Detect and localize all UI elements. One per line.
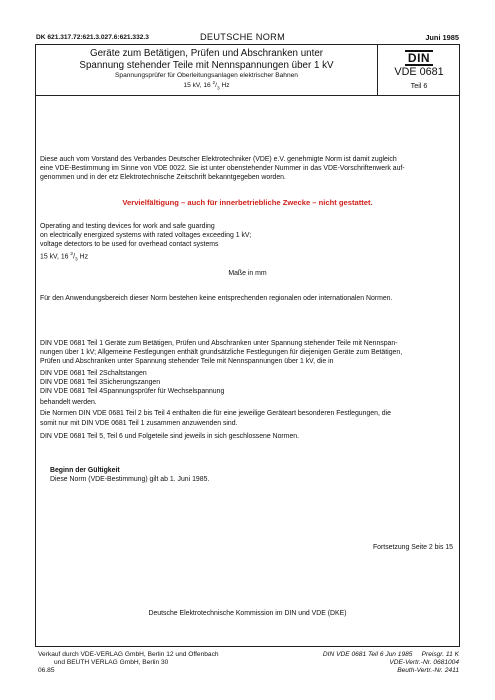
din-logo: DIN bbox=[384, 49, 454, 67]
commission-name: Deutsche Elektrotechnische Kommission im DIN und VDE (DKE) bbox=[148, 610, 347, 617]
title-line-1: Geräte zum Betätigen, Prüfen und Abschranken unter bbox=[89, 48, 324, 59]
regional-standards-note: Für den Anwendungsbereich dieser Norm bestehen keine entsprechenden regionalen oder internationalen Normen. bbox=[40, 295, 393, 302]
norm-label: DEUTSCHE NORM bbox=[200, 32, 286, 42]
validity-heading: Beginn der Gültigkeit bbox=[50, 467, 120, 474]
reproduction-warning: Vervielfältigung – auch für innerbetriebliche Zwecke – nicht gestattet. bbox=[122, 198, 373, 207]
part-number: Teil 6 bbox=[410, 81, 428, 90]
document-subtitle bbox=[36, 72, 377, 94]
intro-paragraph: Diese auch vom Vorstand des Verbandes Deutscher Elektrotechniker (VDE) e.V. genehmigte Norm ist damit zugleich eine VDE-Bestimmung im Sinne von VDE 0022. Sie ist unter obenstehender Nummer in das VDE-Vorschriftenwerk auf- genommen und in der etz Elektrotechnische Zeitschrift bekanntgegeben worden. bbox=[40, 156, 405, 182]
english-title: Operating and testing devices for work and safe guarding on electrically energized systems with rated voltages exceeding 1 kV; voltage detectors to be used for overhead contact systems 15 kV, 16 $^2/_3$ Hz bbox=[40, 223, 252, 263]
document-title bbox=[36, 48, 377, 71]
list-item: DIN VDE 0681 Teil 2 Schaltstangen bbox=[40, 369, 147, 377]
issue-date: Juni 1985 bbox=[425, 33, 459, 42]
title-box bbox=[35, 44, 460, 96]
subtitle-line-1: Spannungsprüfer für Oberleitungsanlagen elektrischer Bahnen bbox=[115, 72, 298, 79]
continuation-note: Fortsetzung Seite 2 bis 15 bbox=[372, 544, 453, 551]
list-item: DIN VDE 0681 Teil 3 Sicherungszangen bbox=[40, 378, 161, 386]
vde-number: VDE 0681 bbox=[394, 66, 444, 78]
title-line-2: Spannung stehender Teile mit Nennspannungen über 1 kV bbox=[79, 59, 334, 71]
subtitle-line-2: 15 kV, 16 $^2/_3$ Hz bbox=[183, 81, 230, 92]
dk-classification-number: DK 621.317.72:621.3.027.6:621.332.3 bbox=[36, 34, 149, 41]
publisher-info: Verkauf durch VDE-VERLAG GmbH, Berlin 12 und Offenbach und BEUTH VERLAG GmbH, Berlin 30 06.85 bbox=[38, 651, 219, 675]
validity-section bbox=[50, 466, 450, 484]
validity-text: Diese Norm (VDE-Bestimmung) gilt ab 1. Juni 1985. bbox=[50, 476, 210, 484]
scope-section: DIN VDE 0681 Teil 1 Geräte zum Betätigen, Prüfen und Abschranken unter Spannung stehender Teile mit Nennspan- nungen über 1 kV; Allgemeine Festlegungen enthält grundsätzliche Festlegungen für diejenigen Geräte zum Betätigen, Prüfen und Abschranken unter Spannung stehender Teile mit Nennspannungen über 1 kV, die in DIN VDE 0681 Teil 2 Schaltstangen DIN VDE 0681 Teil 3 Sicherungszangen DIN VDE 0681 Teil 4 Spannungsprüfer für Wechselspannung behandelt werden. Die Normen DIN VDE 0681 Teil 2 bis Teil 4 enthalten die für eine jeweilige Geräteart besonderen Festlegungen, die somit nur mit DIN VDE 0681 Teil 1 zusammen anzuwenden sind. DIN VDE 0681 Teil 5, Teil 6 und Folgeteile sind jeweils in sich geschlossene Normen. bbox=[40, 339, 458, 441]
list-item: DIN VDE 0681 Teil 4 Spannungsprüfer für Wechselspannung bbox=[40, 387, 225, 395]
document-reference: DIN VDE 0681 Teil 6 Jun 1985 Preisgr. 11 K VDE-Vertr.-Nr. 0681004 Beuth-Vertr.-Nr. 2411 bbox=[322, 651, 459, 675]
dimensions-note: Maße in mm bbox=[228, 270, 267, 277]
